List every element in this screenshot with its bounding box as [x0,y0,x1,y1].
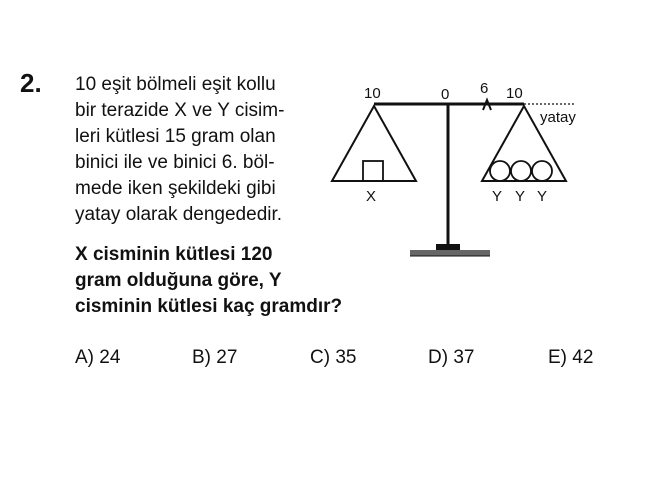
choice-c-value: 35 [335,347,357,368]
center-label: 0 [441,86,450,103]
choice-d-value: 37 [453,347,475,368]
horizontal-label: yatay [540,109,576,126]
choice-e[interactable] [548,345,593,371]
y-object-2 [511,161,531,181]
ask-line-2: gram olduğuna göre, Y [75,270,282,291]
base-block [436,244,460,250]
stem-line-4: binici ile ve binici 6. böl- [75,152,275,173]
choice-c[interactable] [310,345,356,371]
stem-line-2: bir terazide X ve Y cisim- [75,100,285,121]
stem-line-3: leri kütlesi 15 gram olan [75,126,276,147]
choice-e-letter: E) [548,347,567,368]
choice-b-letter: B) [192,347,211,368]
right-scale-label: 10 [506,85,523,102]
stem-line-5: mede iken şekildeki gibi [75,178,276,199]
choice-b-value: 27 [216,347,238,368]
left-pan [332,106,416,181]
left-scale-label: 10 [364,85,381,102]
choice-b[interactable] [192,345,237,371]
stem-line-6: yatay olarak dengededir. [75,204,283,225]
y-object-1 [490,161,510,181]
ground [410,250,490,256]
choice-c-letter: C) [310,347,331,368]
y-object-label-3: Y [537,188,548,205]
choice-a-letter: A) [75,347,94,368]
stem-line-1: 10 eşit bölmeli eşit kollu [75,74,276,95]
choice-a-value: 24 [99,347,121,368]
y-object-label-2: Y [515,188,526,205]
choice-e-value: 42 [572,347,594,368]
ask-line-3: cisminin kütlesi kaç gramdır? [75,296,343,317]
question-stem [75,72,335,228]
x-object-label: X [366,188,377,205]
answer-choices [75,345,615,371]
choice-a[interactable] [75,345,120,371]
x-object [363,161,383,181]
y-object-3 [532,161,552,181]
rider-position-label: 6 [480,80,489,97]
choice-d-letter: D) [428,347,449,368]
choice-d[interactable] [428,345,474,371]
y-object-label-1: Y [492,188,503,205]
ask-line-1: X cisminin kütlesi 120 [75,244,273,265]
question-number: 2. [20,68,42,98]
balance-scale-figure [320,78,590,268]
question-ask [75,242,342,320]
